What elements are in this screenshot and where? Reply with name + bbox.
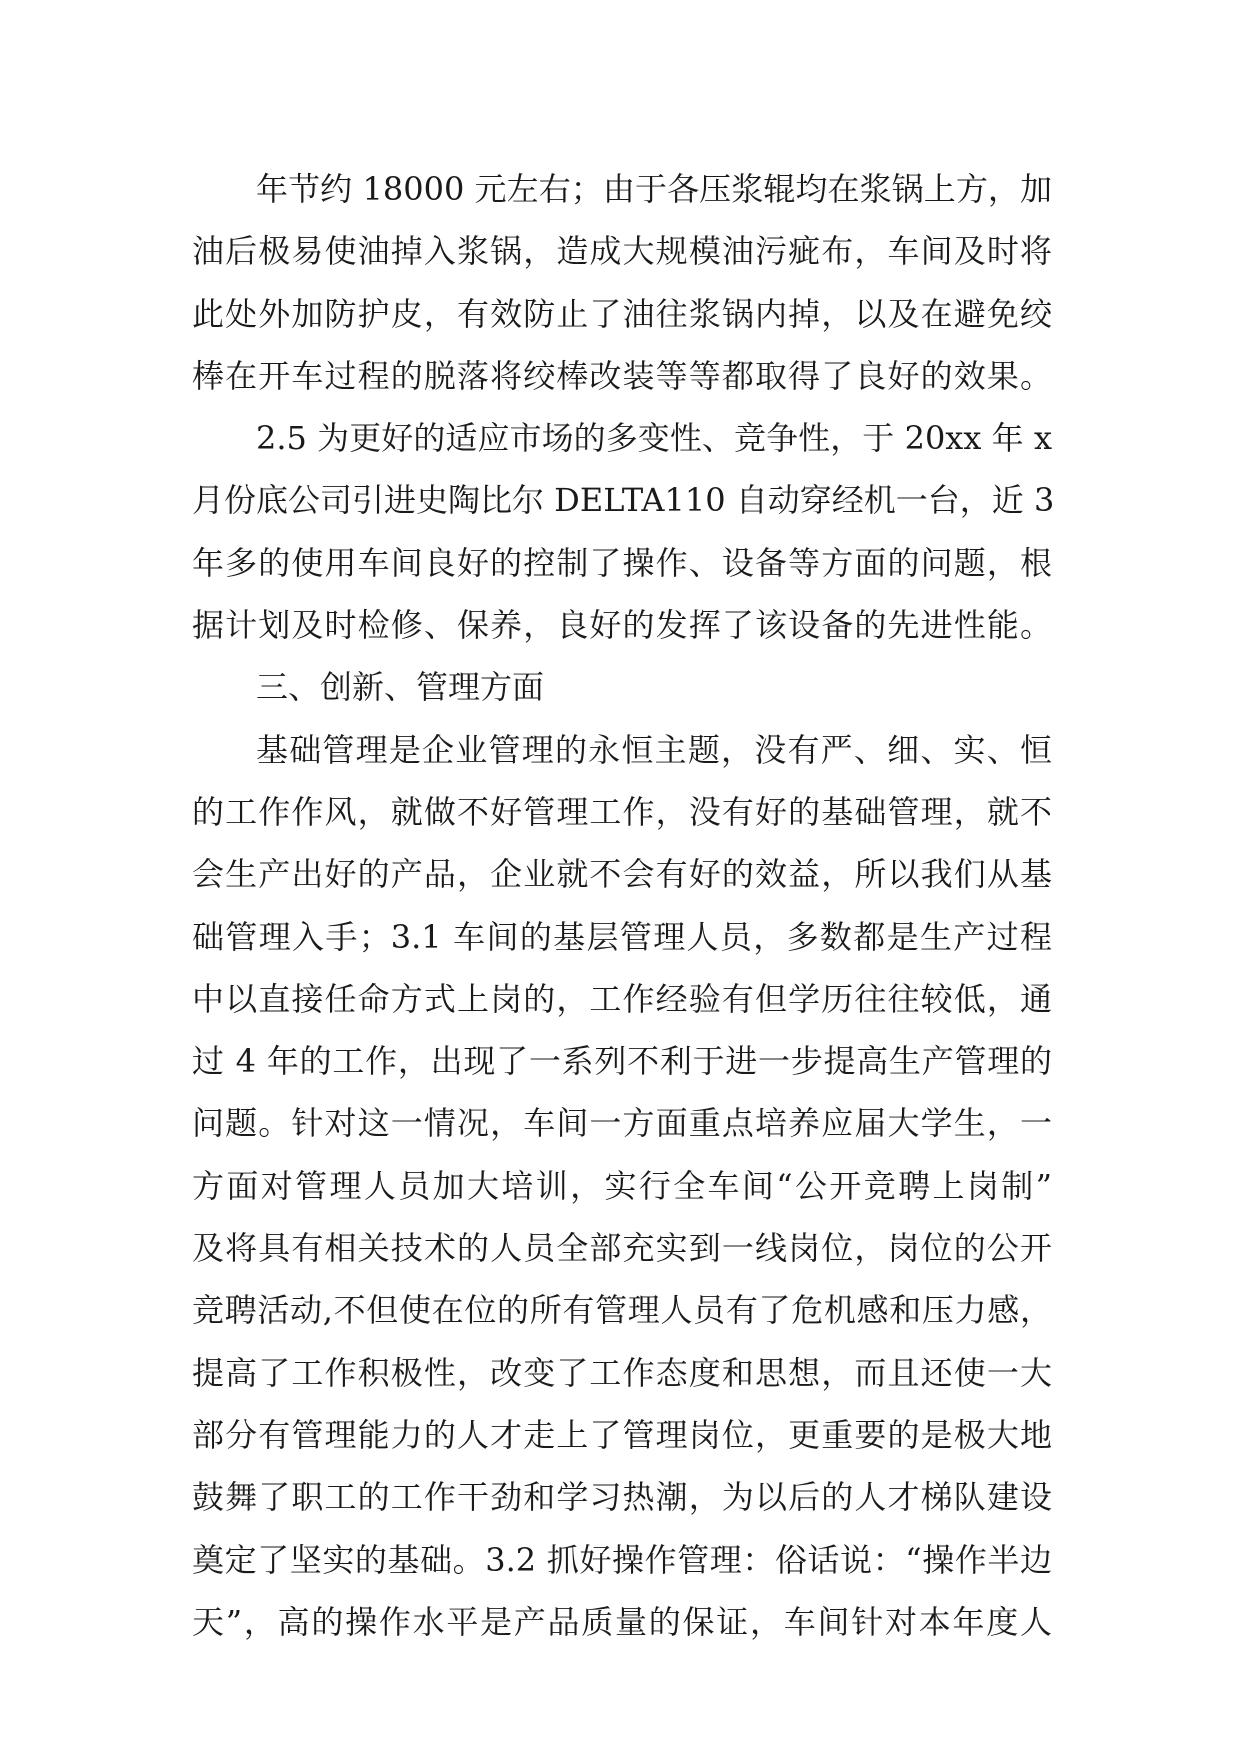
- text-line: 竞聘活动,不但使在位的所有管理人员有了危机感和压力感，: [192, 1291, 1052, 1330]
- text-line: 方面对管理人员加大培训，实行全车间“公开竞聘上岗制”: [192, 1166, 1052, 1205]
- text-line: 的工作作风，就做不好管理工作，没有好的基础管理，就不: [192, 792, 1052, 831]
- text-line: 天”，高的操作水平是产品质量的保证，车间针对本年度人: [192, 1602, 1052, 1641]
- text-line: 问题。针对这一情况，车间一方面重点培养应届大学生，一: [192, 1104, 1052, 1143]
- text-line: 鼓舞了职工的工作干劲和学习热潮，为以后的人才梯队建设: [192, 1478, 1052, 1517]
- text-line: 中以直接任命方式上岗的，工作经验有但学历往往较低，通: [192, 979, 1052, 1018]
- text-line: 油后极易使油掉入浆锅，造成大规模油污疵布，车间及时将: [192, 232, 1052, 271]
- text-line: 及将具有相关技术的人员全部充实到一线岗位，岗位的公开: [192, 1229, 1052, 1268]
- text-line: 2.5 为更好的适应市场的多变性、竞争性，于 20xx 年 x: [256, 419, 1052, 458]
- text-line: 提高了工作积极性，改变了工作态度和思想，而且还使一大: [192, 1353, 1052, 1392]
- document-body: [192, 158, 1055, 1653]
- text-line: 奠定了坚实的基础。3.2 抓好操作管理：俗话说：“操作半边: [192, 1540, 1052, 1579]
- text-line: 基础管理是企业管理的永恒主题，没有严、细、实、恒: [256, 730, 1052, 769]
- text-line: 据计划及时检修、保养，良好的发挥了该设备的先进性能。: [192, 606, 1052, 645]
- section-heading: 三、创新、管理方面: [256, 668, 545, 707]
- text-line: 棒在开车过程的脱落将绞棒改装等等都取得了良好的效果。: [192, 356, 1052, 395]
- text-line: 年节约 18000 元左右；由于各压浆辊均在浆锅上方，加: [256, 170, 1052, 208]
- text-line: 月份底公司引进史陶比尔 DELTA110 自动穿经机一台，近 3: [192, 481, 1055, 520]
- text-line: 此处外加防护皮，有效防止了油往浆锅内掉，以及在避免绞: [192, 294, 1052, 333]
- text-line: 过 4 年的工作，出现了一系列不利于进一步提高生产管理的: [192, 1042, 1052, 1081]
- text-line: 会生产出好的产品，企业就不会有好的效益，所以我们从基: [192, 855, 1052, 894]
- text-line: 部分有管理能力的人才走上了管理岗位，更重要的是极大地: [192, 1415, 1052, 1454]
- text-line: 础管理入手；3.1 车间的基层管理人员，多数都是生产过程: [192, 917, 1052, 956]
- text-line: 年多的使用车间良好的控制了操作、设备等方面的问题，根: [192, 543, 1052, 582]
